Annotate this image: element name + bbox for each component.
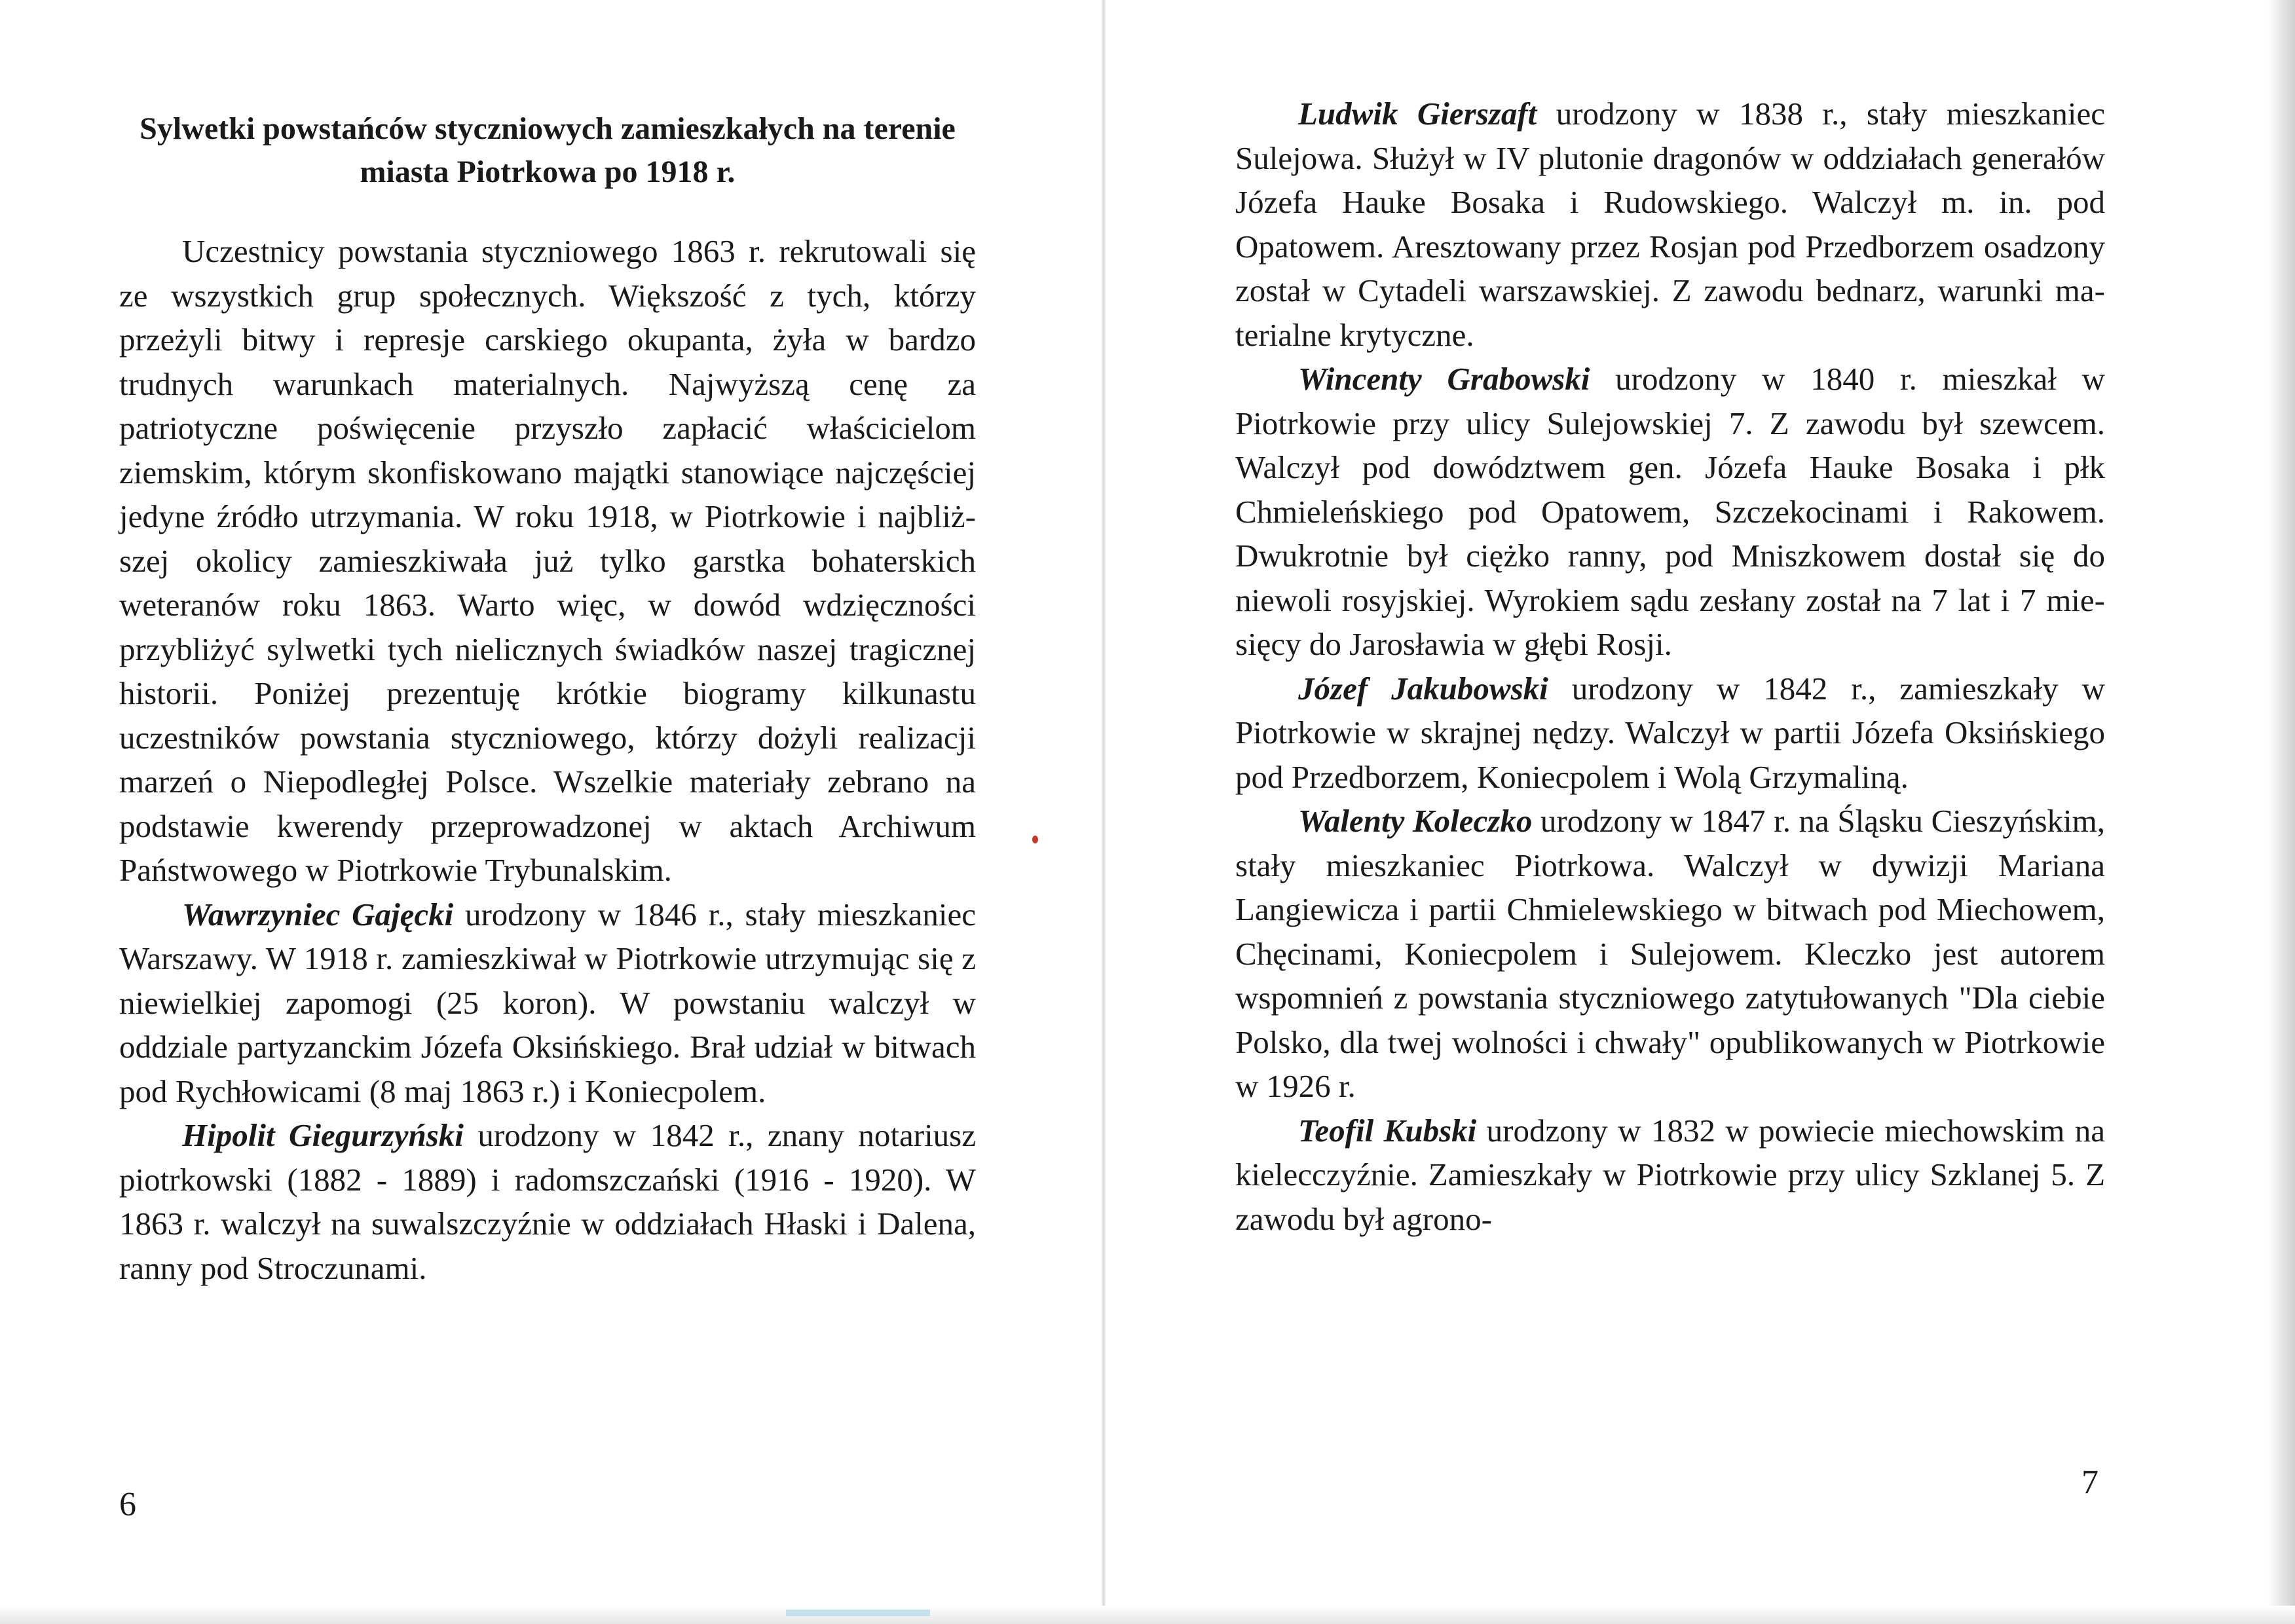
- person-name: Hipolit Giegurzyński: [182, 1117, 464, 1153]
- right-page-text: [1235, 92, 2105, 1241]
- person-name: Wawrzyniec Gajęcki: [182, 896, 454, 932]
- paragraph: [1235, 92, 2105, 357]
- paragraph: [119, 1113, 976, 1290]
- left-page-text: [119, 229, 976, 1290]
- paragraph: [119, 893, 976, 1114]
- book-gutter: [1102, 0, 1106, 1624]
- person-name: Józef Jakubowski: [1298, 670, 1548, 707]
- paragraph-text: urodzony w 1842 r., zamieszkały w Piotrkowie w skrajnej nędzy. Walczył w partii Józefa Oksińskiego pod Przedborzem, Koniecpolem i Wolą Grzymaliną.: [1235, 670, 2105, 795]
- paragraph: [1235, 1109, 2105, 1242]
- page-number: 7: [2081, 1464, 2099, 1501]
- person-name: Teofil Kubski: [1298, 1112, 1477, 1149]
- right-page: [1235, 0, 2105, 1624]
- paragraph-text: urodzony w 1838 r., stały mieszkaniec Sulejowa. Służył w IV plutonie dragonów w oddziałach generałów Józefa Hauke Bosaka i Rudowskiego. Walczył m. in. pod Opatowem. Aresztowany przez Rosjan pod Przedborzem osadzony został w Cytadeli warszawskiej. Z zawodu bednarz, warunki materialne krytyczne.: [1235, 96, 2105, 353]
- ink-dot: [1032, 836, 1038, 843]
- paragraph-text: urodzony w 1846 r., stały mieszkaniec Warszawy. W 1918 r. zamieszkiwał w Piotrkowie utrzymując się z niewielkiej zapomogi (25 koron). W powstaniu walczył w oddziale partyzanckim Józefa Oksińskiego. Brał udział w bitwach pod Rychłowicami (8 maj 1863 r.) i Koniecpolem.: [119, 896, 976, 1109]
- paragraph: [1235, 667, 2105, 800]
- paragraph-text: urodzony w 1842 r., znany notariusz piotrkowski (1882 - 1889) i radomszczański (1916 - 1920). W 1863 r. walczył na suwalszczyźnie w oddziałach Hłaski i Dalena, ranny pod Stroczunami.: [119, 1117, 976, 1286]
- person-name: Ludwik Gierszaft: [1298, 96, 1537, 132]
- page-edge-shadow: [2267, 0, 2295, 1624]
- person-name: Walenty Koleczko: [1298, 803, 1533, 839]
- paragraph: [119, 229, 976, 893]
- page-title: Sylwetki powstańców styczniowych zamieszkałych na terenie miasta Piotrkowa po 1918 r.: [140, 111, 956, 189]
- paragraph: [1235, 357, 2105, 667]
- person-name: Wincenty Grabowski: [1298, 361, 1590, 397]
- paragraph-text: urodzony w 1840 r. mieszkał w Piotrkowie przy ulicy Sulejowskiej 7. Z zawodu był szewcem. Walczył pod dowództwem gen. Józefa Hauke Bosaka i płk Chmieleńskiego pod Opatowem, Szczekocinami i Rakowem. Dwukrotnie był ciężko ranny, pod Mniszkowem dostał się do niewoli rosyjskiej. Wyrokiem sądu zesłany został na 7 lat i 7 miesięcy do Jarosławia w głębi Rosji.: [1235, 361, 2106, 662]
- paragraph: [1235, 799, 2105, 1109]
- page-number: 6: [119, 1486, 136, 1523]
- left-page: [119, 0, 976, 1624]
- paragraph-text: urodzony w 1832 w powiecie miechowskim na kielecczyźnie. Zamieszkały w Piotrkowie przy ulicy Szklanej 5. Z zawodu był agrono-: [1235, 1112, 2106, 1237]
- paragraph-text: Uczestnicy powstania styczniowego 1863 r. rekrutowali się ze wszystkich grup społecznych. Większość z tych, którzy przeżyli bitwy i represje carskiego okupanta, żyła w bardzo trudnych warunkach materialnych. Najwyższą cenę za patriotyczne poświęcenie przyszło zapłacić właścicielom ziemskim, którym skonfiskowano majątki stanowiące najczęściej jedyne źródło utrzymania. W roku 1918, w Piotrkowie i najbliższej okolicy zamieszkiwała już tylko garstka bohaterskich weteranów roku 1863. Warto więc, w dowód wdzięczności przybliżyć sylwetki tych nielicznych świadków naszej tragicznej historii. Poniżej prezentuję krótkie biogramy kilkunastu uczestników powstania styczniowego, którzy dożyli realizacji marzeń o Niepodległej Polsce. Wszelkie materiały zebrano na podstawie kwerendy przeprowadzonej w aktach Archiwum Państwowego w Piotrkowie Trybunalskim.: [119, 233, 976, 888]
- paragraph-text: urodzony w 1847 r. na Śląsku Cieszyńskim, stały mieszkaniec Piotrkowa. Walczył w dywizji Mariana Langiewicza i partii Chmielewskiego w bitwach pod Miechowem, Chęcinami, Koniecpolem i Sulejowem. Kleczko jest autorem wspomnień z powstania styczniowego zatytułowanych "Dla ciebie Polsko, dla twej wolności i chwały" opublikowanych w Piotrkowie w 1926 r.: [1235, 803, 2105, 1104]
